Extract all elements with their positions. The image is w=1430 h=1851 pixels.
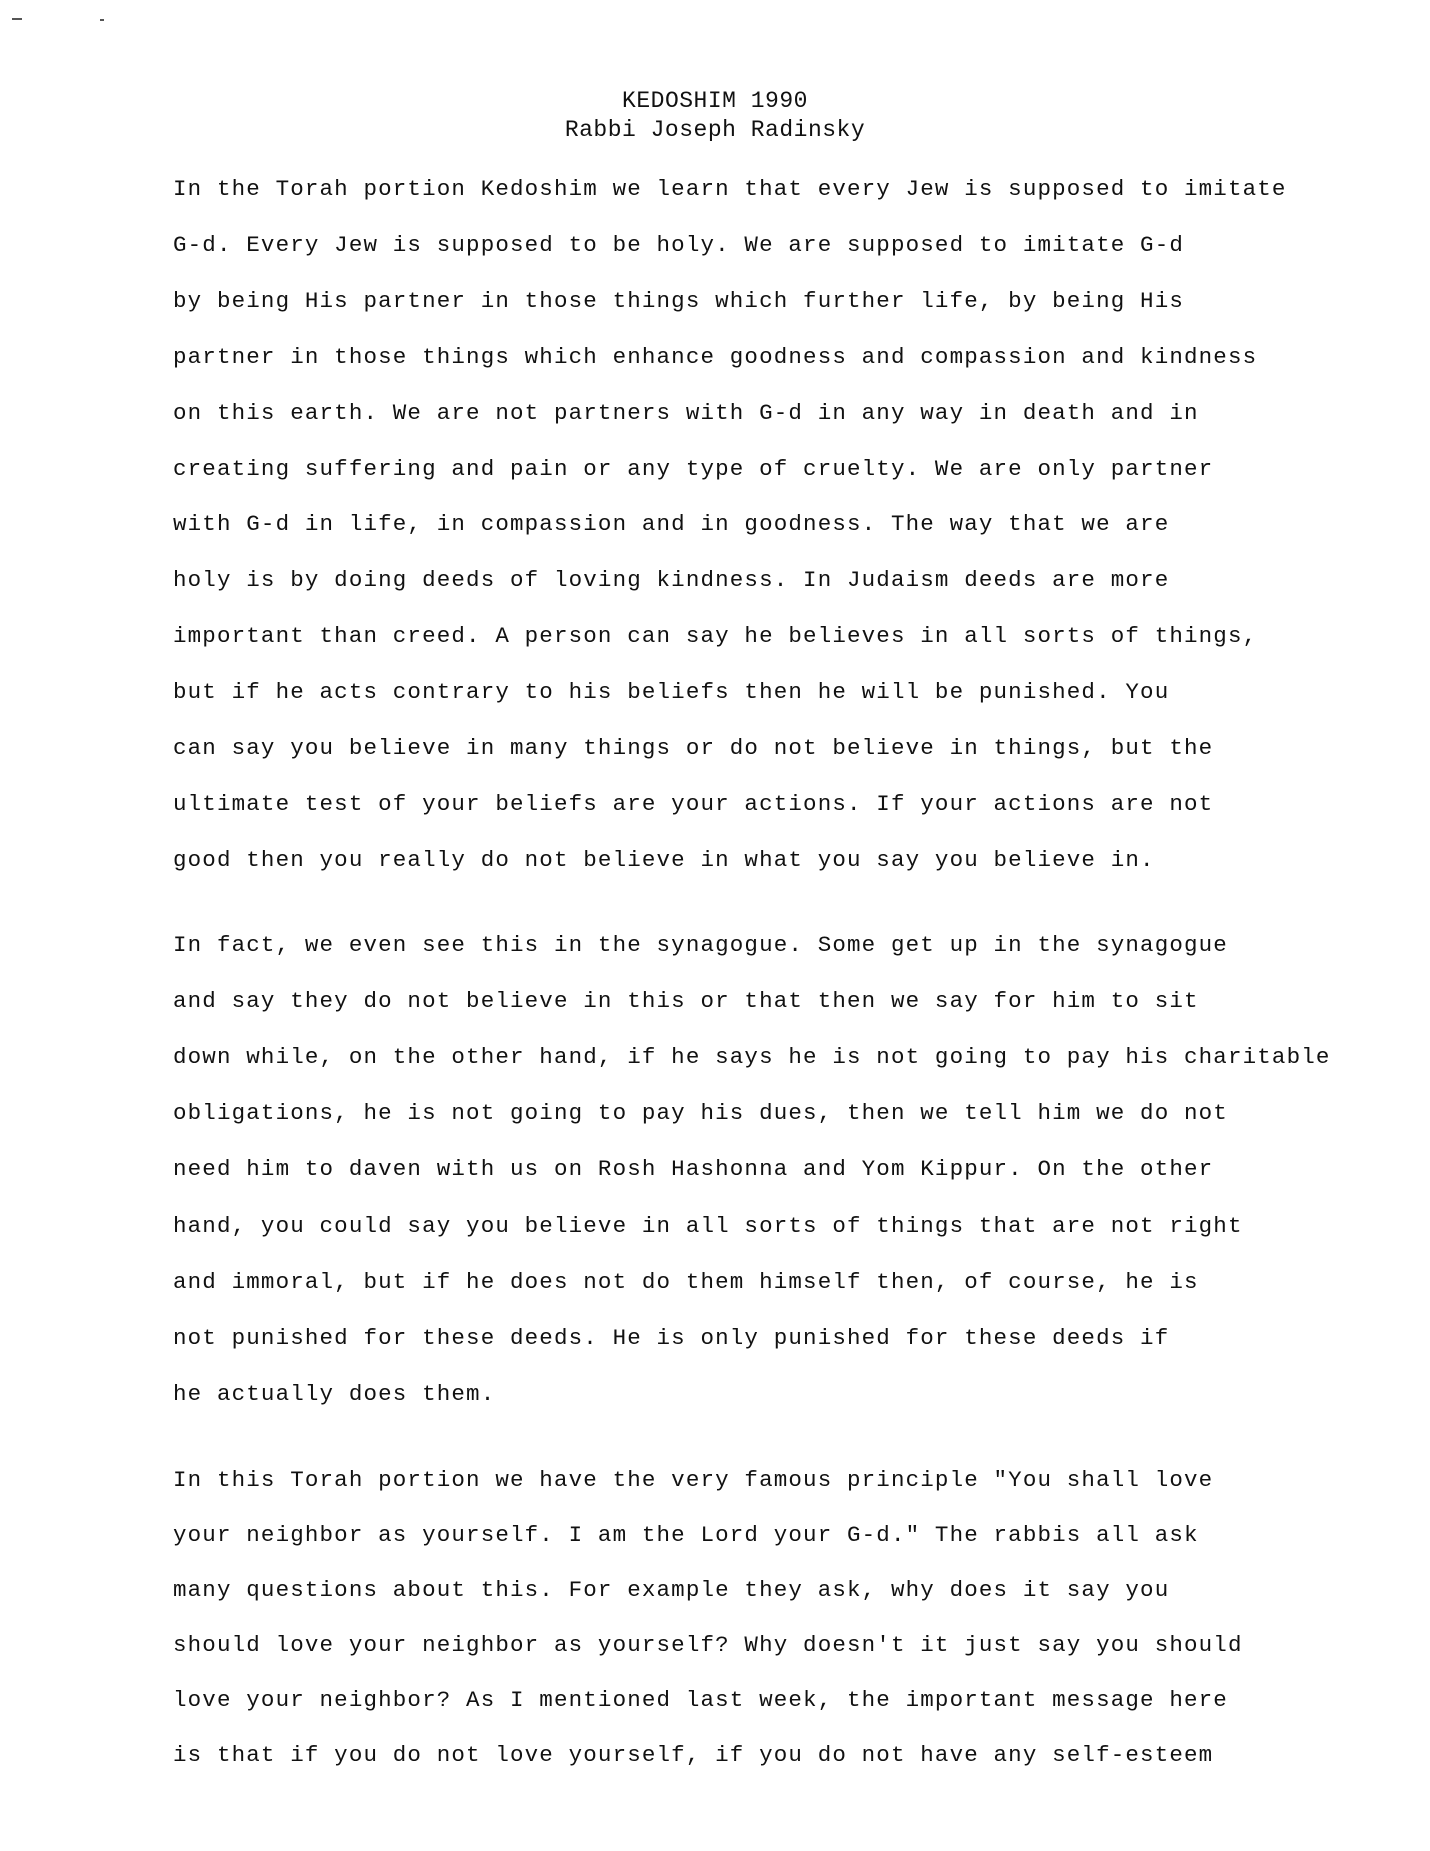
text-line: need him to daven with us on Rosh Hashonna and Yom Kippur. On the other — [173, 1156, 1214, 1183]
text-line: down while, on the other hand, if he says he is not going to pay his charitable — [173, 1044, 1331, 1071]
text-line: creating suffering and pain or any type of cruelty. We are only partner — [173, 455, 1214, 482]
text-line: should love your neighbor as yourself? Why doesn't it just say you should — [173, 1632, 1243, 1658]
text-line: he actually does them. — [173, 1380, 496, 1407]
text-line: love your neighbor? As I mentioned last week, the important message here — [173, 1687, 1228, 1713]
text-line: partner in those things which enhance goodness and compassion and kindness — [173, 343, 1258, 370]
text-line: In this Torah portion we have the very famous principle "You shall love — [173, 1467, 1214, 1493]
text-line: obligations, he is not going to pay his dues, then we tell him we do not — [173, 1100, 1228, 1127]
text-line: your neighbor as yourself. I am the Lord your G-d." The rabbis all ask — [173, 1522, 1199, 1548]
text-line: holy is by doing deeds of loving kindness. In Judaism deeds are more — [173, 567, 1170, 594]
text-line: and immoral, but if he does not do them himself then, of course, he is — [173, 1268, 1199, 1295]
text-line: and say they do not believe in this or that then we say for him to sit — [173, 988, 1199, 1015]
text-line: can say you believe in many things or do not believe in things, but the — [173, 735, 1214, 761]
text-line: good then you really do not believe in what you say you believe in. — [173, 846, 1155, 873]
text-line: ultimate test of your beliefs are your actions. If your actions are not — [173, 790, 1214, 817]
scan-speck — [100, 19, 104, 21]
document-title: KEDOSHIM 1990 — [622, 88, 808, 114]
text-line: but if he acts contrary to his beliefs then he will be punished. You — [173, 679, 1170, 706]
document-author: Rabbi Joseph Radinsky — [564, 117, 866, 143]
text-line: is that if you do not love yourself, if you do not have any self-esteem — [173, 1742, 1214, 1768]
text-line: not punished for these deeds. He is only punished for these deeds if — [173, 1324, 1170, 1351]
text-line: G-d. Every Jew is supposed to be holy. We are supposed to imitate G-d — [173, 231, 1185, 258]
scan-speck — [12, 18, 22, 20]
text-line: on this earth. We are not partners with G-d in any way in death and in — [173, 399, 1199, 426]
text-line: with G-d in life, in compassion and in goodness. The way that we are — [173, 511, 1170, 538]
text-line: hand, you could say you believe in all sorts of things that are not right — [173, 1212, 1243, 1239]
text-line: by being His partner in those things which further life, by being His — [173, 287, 1185, 314]
text-line: important than creed. A person can say he believes in all sorts of things, — [173, 623, 1258, 650]
text-line: In fact, we even see this in the synagogue. Some get up in the synagogue — [173, 932, 1228, 958]
text-line: In the Torah portion Kedoshim we learn that every Jew is supposed to imitate — [173, 176, 1287, 202]
text-line: many questions about this. For example they ask, why does it say you — [173, 1577, 1170, 1603]
